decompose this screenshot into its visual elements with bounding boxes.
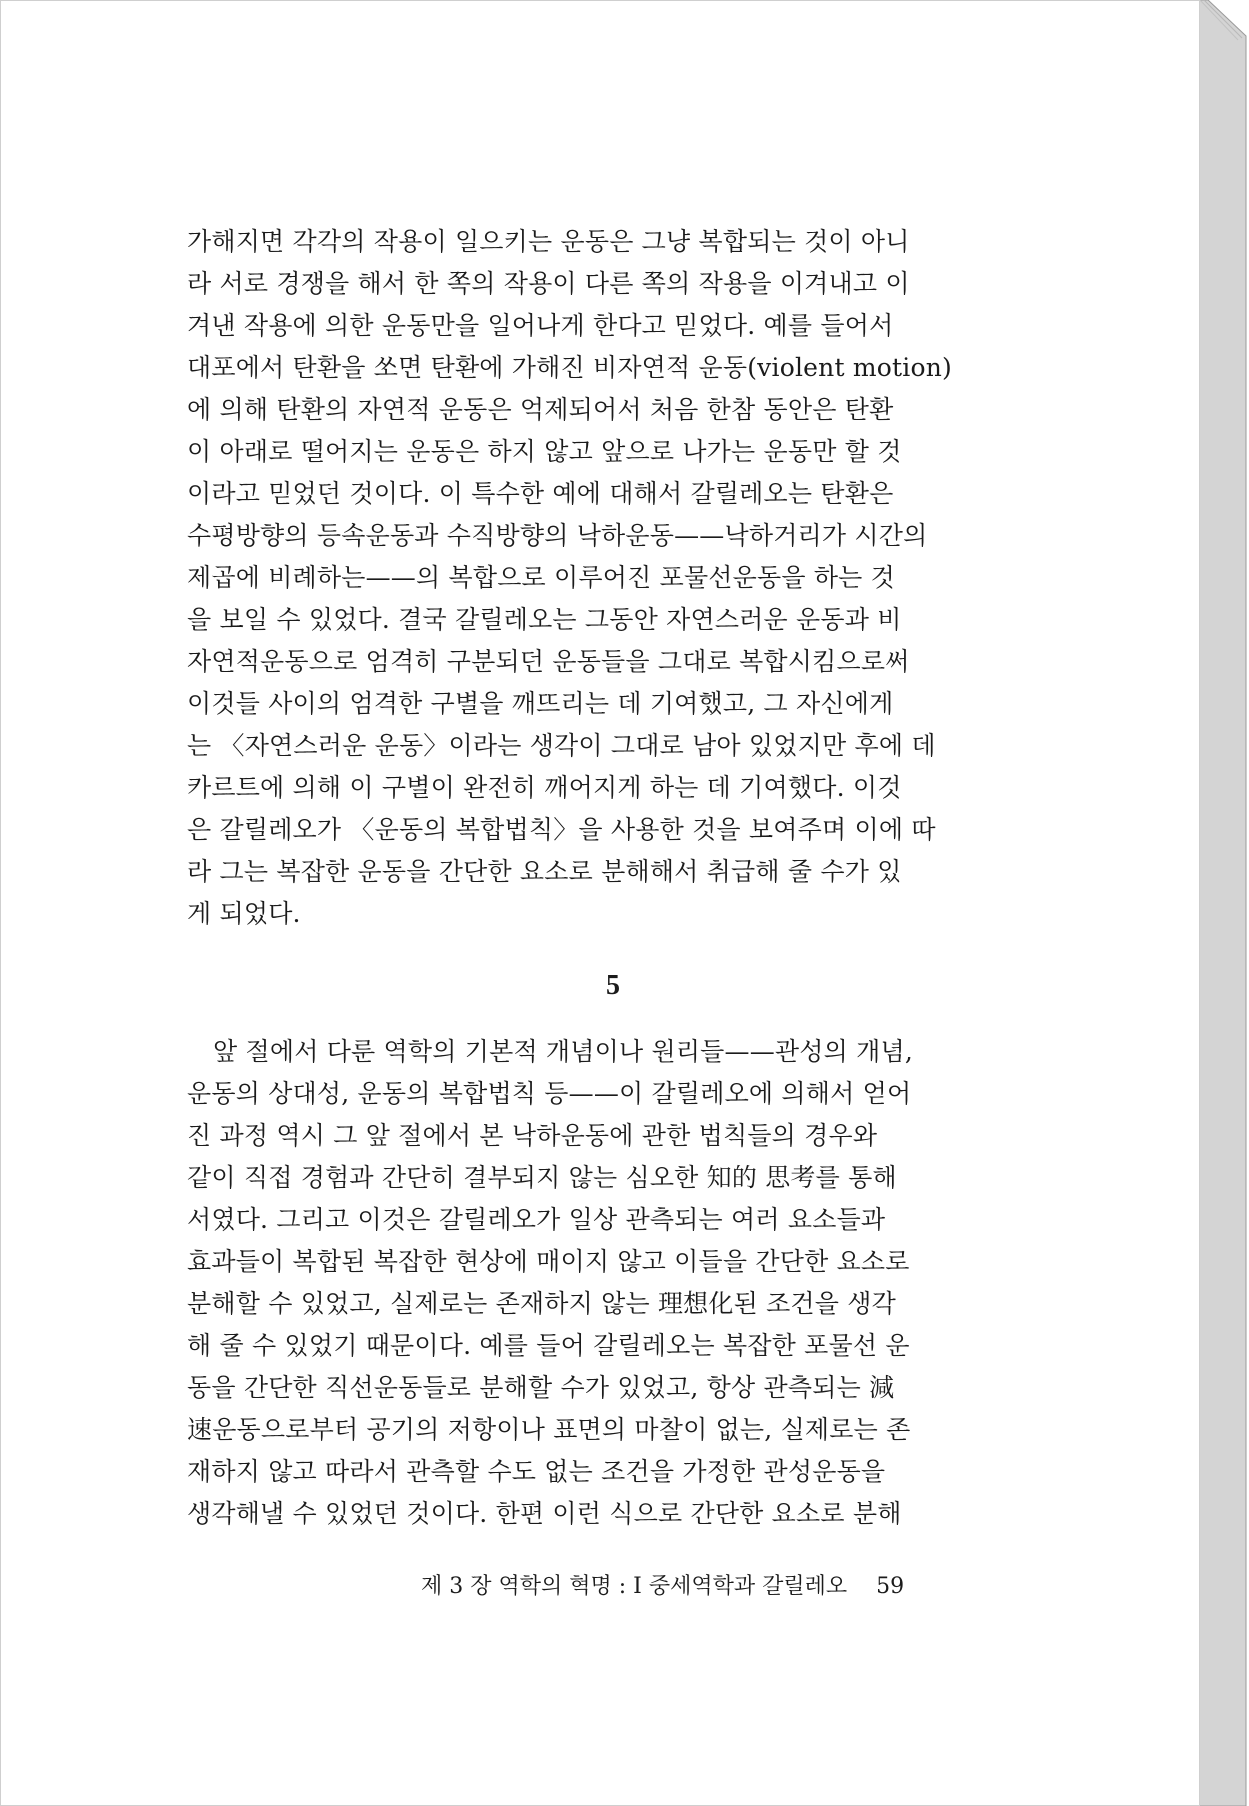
text-line: 수평방향의 등속운동과 수직방향의 낙하운동——낙하거리가 시간의 [187,521,928,550]
text-line: 에 의해 탄환의 자연적 운동은 억제되어서 처음 한참 동안은 탄환 [187,395,894,424]
text-line: 게 되었다. [187,899,301,928]
text-line: 은 갈릴레오가 〈운동의 복합법칙〉을 사용한 것을 보여주며 이에 따 [187,815,936,844]
text-line: 가해지면 각각의 작용이 일으키는 운동은 그냥 복합되는 것이 아니 [187,227,910,256]
text-line: 분해할 수 있었고, 실제로는 존재하지 않는 理想化된 조건을 생각 [187,1289,896,1318]
text-line: 카르트에 의해 이 구별이 완전히 깨어지게 하는 데 기여했다. 이것 [187,773,902,802]
text-line: 는 〈자연스러운 운동〉이라는 생각이 그대로 남아 있었지만 후에 데 [187,731,936,760]
text-line: 앞 절에서 다룬 역학의 기본적 개념이나 원리들——관성의 개념, [213,1037,913,1066]
text-line: 재하지 않고 따라서 관측할 수도 없는 조건을 가정한 관성운동을 [187,1457,886,1486]
text-line: 같이 직접 경험과 간단히 결부되지 않는 심오한 知的 思考를 통해 [187,1163,897,1192]
text-line: 생각해낼 수 있었던 것이다. 한편 이런 식으로 간단한 요소로 분해 [187,1499,902,1528]
text-line: 해 줄 수 있었기 때문이다. 예를 들어 갈릴레오는 복잡한 포물선 운 [187,1331,910,1360]
page-footer [421,1569,1021,1600]
page-content [187,221,1009,1535]
text-line: 진 과정 역시 그 앞 절에서 본 낙하운동에 관한 법칙들의 경우와 [187,1121,878,1150]
running-head: 제 3 장 역학의 혁명 : I 중세역학과 갈릴레오 [421,1574,848,1599]
text-line: 이것들 사이의 엄격한 구별을 깨뜨리는 데 기여했고, 그 자신에게 [187,689,894,718]
text-line: 이 아래로 떨어지는 운동은 하지 않고 앞으로 나가는 운동만 할 것 [187,437,902,466]
text-line: 대포에서 탄환을 쏘면 탄환에 가해진 비자연적 운동(violent motion) [187,353,952,382]
paragraph-continued [187,221,1009,935]
paragraph-section-5 [187,1031,1009,1535]
page-number: 59 [876,1574,905,1599]
text-line: 효과들이 복합된 복잡한 현상에 매이지 않고 이들을 간단한 요소로 [187,1247,910,1276]
text-line: 서였다. 그리고 이것은 갈릴레오가 일상 관측되는 여러 요소들과 [187,1205,886,1234]
text-line: 자연적운동으로 엄격히 구분되던 운동들을 그대로 복합시킴으로써 [187,647,910,676]
text-line: 라 그는 복잡한 운동을 간단한 요소로 분해해서 취급해 줄 수가 있 [187,857,902,886]
text-line: 라 서로 경쟁을 해서 한 쪽의 작용이 다른 쪽의 작용을 이겨내고 이 [187,269,910,298]
section-number: 5 [606,970,620,1001]
text-line: 을 보일 수 있었다. 결국 갈릴레오는 그동안 자연스러운 운동과 비 [187,605,902,634]
text-line: 제곱에 비례하는——의 복합으로 이루어진 포물선운동을 하는 것 [187,563,896,592]
text-line: 이라고 믿었던 것이다. 이 특수한 예에 대해서 갈릴레오는 탄환은 [187,479,894,508]
text-line: 운동의 상대성, 운동의 복합법칙 등——이 갈릴레오에 의해서 얻어 [187,1079,912,1108]
page-stack-shape [1196,0,1249,1806]
text-line: 겨낸 작용에 의한 운동만을 일어나게 한다고 믿었다. 예를 들어서 [187,311,894,340]
text-line: 동을 간단한 직선운동들로 분해할 수가 있었고, 항상 관측되는 減 [187,1373,895,1402]
text-line: 速운동으로부터 공기의 저항이나 표면의 마찰이 없는, 실제로는 존 [187,1415,911,1444]
